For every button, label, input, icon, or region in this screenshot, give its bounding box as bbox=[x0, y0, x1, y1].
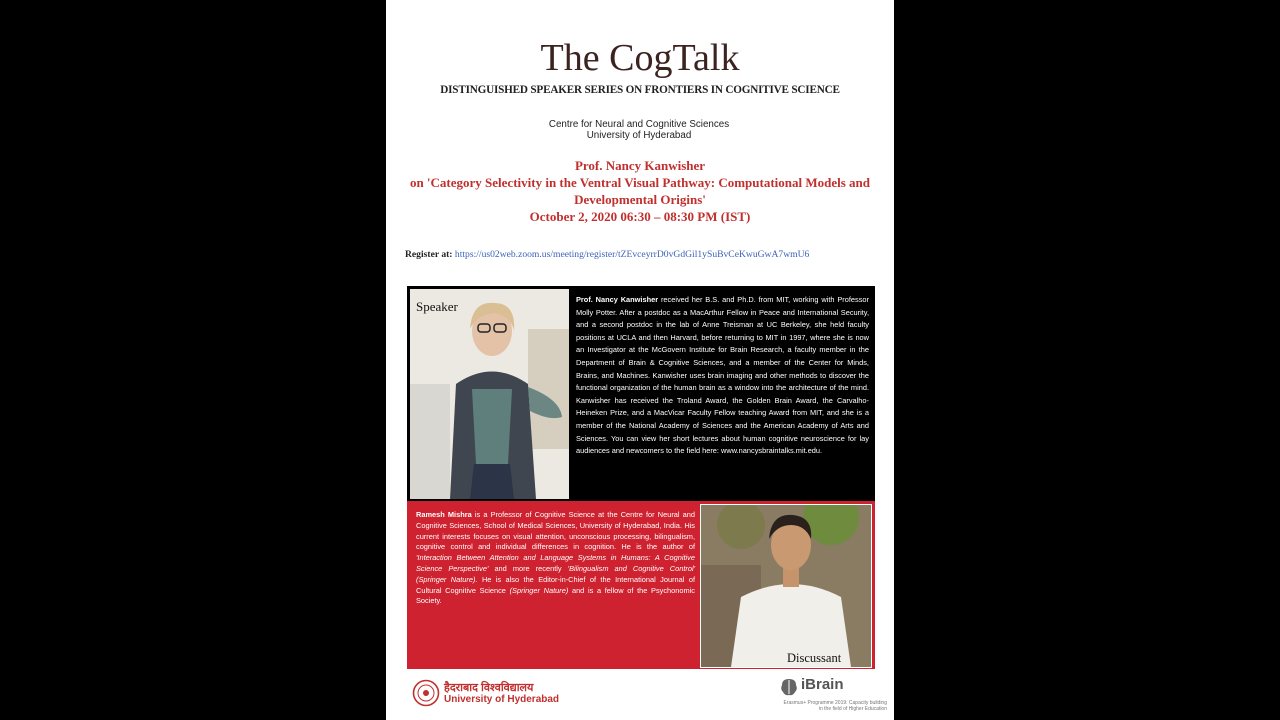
discussant-book-1: 'Interaction Between Attention and Language Systems in Humans: A Cognitive Science Perspective' bbox=[416, 553, 695, 573]
register-link[interactable]: https://us02web.zoom.us/meeting/register/tZEvceyrrD0vGdGil1ySuBvCeKwuGwA7wmU6 bbox=[454, 249, 810, 260]
discussant-portrait-illustration bbox=[701, 505, 871, 667]
university-name-english: University of Hyderabad bbox=[444, 694, 560, 705]
speaker-bio-text: received her B.S. and Ph.D. from MIT, working with Professor Molly Potter. After a postdoc as a MacArthur Fellow in Peace and International Security, and a second postdoc in the lab of Anne Treisman at UC Berkeley, she held faculty positions at UCLA and then Harvard, before returning to MIT in 1997, where she is now an Investigator at the McGovern Institute for Brain Research, a faculty member in the Department of Brain & Cognitive Sciences, and a member of the Center for Minds, Brains, and Machines. Kanwisher uses brain imaging and other methods to discover the functional organization of the human brain as a window into the architecture of the mind. Kanwisher has received the Troland Award, the Golden Brain Award, the Carvalho-Heineken Prize, and a MacVicar Faculty Fellow teaching Award from MIT, and she is a member of the National Academy of Sciences and the American Academy of Arts and Sciences. You can view her short lectures about human cognitive neuroscience for lay audiences and newcomers to the field here: www.nancysbraintalks.mit.edu. bbox=[576, 295, 870, 456]
event-poster bbox=[386, 0, 894, 720]
discussant-book-2: 'Bilingualism and Cognitive Control' (Springer Nature). bbox=[416, 563, 696, 584]
discussant-label: Discussant bbox=[787, 651, 842, 665]
talk-datetime: October 2, 2020 06:30 – 08:30 PM (IST) bbox=[529, 209, 751, 224]
university-seal-icon bbox=[412, 679, 440, 707]
discussant-panel bbox=[407, 501, 875, 669]
registration bbox=[405, 249, 885, 260]
poster-title: The CogTalk bbox=[540, 37, 740, 79]
university-name: University of Hyderabad bbox=[586, 130, 692, 141]
series-subtitle: DISTINGUISHED SPEAKER SERIES ON FRONTIERS IN COGNITIVE SCIENCE bbox=[440, 84, 840, 96]
speaker-bio-name: Prof. Nancy Kanwisher bbox=[576, 295, 659, 304]
speaker-photo bbox=[410, 289, 569, 499]
ibrain-caption: Erasmus+ Programme 2019: Capacity building in the field of Higher Education bbox=[783, 700, 887, 712]
brain-icon bbox=[779, 677, 799, 697]
centre-name: Centre for Neural and Cognitive Sciences bbox=[548, 119, 730, 130]
university-logo bbox=[412, 676, 592, 710]
discussant-photo bbox=[700, 504, 872, 668]
discussant-bio bbox=[416, 510, 695, 607]
speaker-bio bbox=[576, 294, 869, 458]
speaker-label: Speaker bbox=[416, 299, 458, 314]
ibrain-name: iBrain bbox=[801, 676, 844, 693]
talk-info bbox=[406, 157, 874, 225]
discussant-bio-part: He is also the Editor-in-Chief of the International Journal of Cultural Cognitive Science bbox=[416, 574, 695, 595]
discussant-bio-part: and more recently bbox=[494, 563, 562, 573]
talk-topic: on 'Category Selectivity in the Ventral Visual Pathway: Computational Models and Developmental Origins' bbox=[409, 175, 871, 207]
speaker-portrait-illustration bbox=[410, 289, 569, 499]
organizer bbox=[386, 119, 892, 141]
ibrain-logo bbox=[779, 676, 889, 716]
talk-speaker: Prof. Nancy Kanwisher bbox=[574, 158, 706, 173]
discussant-bio-part: is a Professor of Cognitive Science at the Centre for Neural and Cognitive Sciences, School of Medical Sciences, University of Hyderabad, India. His current interests focuses on visual attention, unconscious processing, bilingualism, cognitive control and individual differences in cognition. He is the author of bbox=[416, 510, 695, 552]
discussant-bio-name: Ramesh Mishra bbox=[416, 510, 472, 519]
discussant-bio-part: and is a fellow of the Psychonomic Society. bbox=[416, 585, 695, 606]
speaker-panel bbox=[407, 286, 875, 501]
discussant-publisher: (Springer Nature) bbox=[509, 585, 569, 595]
university-name-hindi: हैदराबाद विश्वविद्यालय bbox=[444, 682, 534, 694]
register-label: Register at: bbox=[405, 249, 453, 260]
